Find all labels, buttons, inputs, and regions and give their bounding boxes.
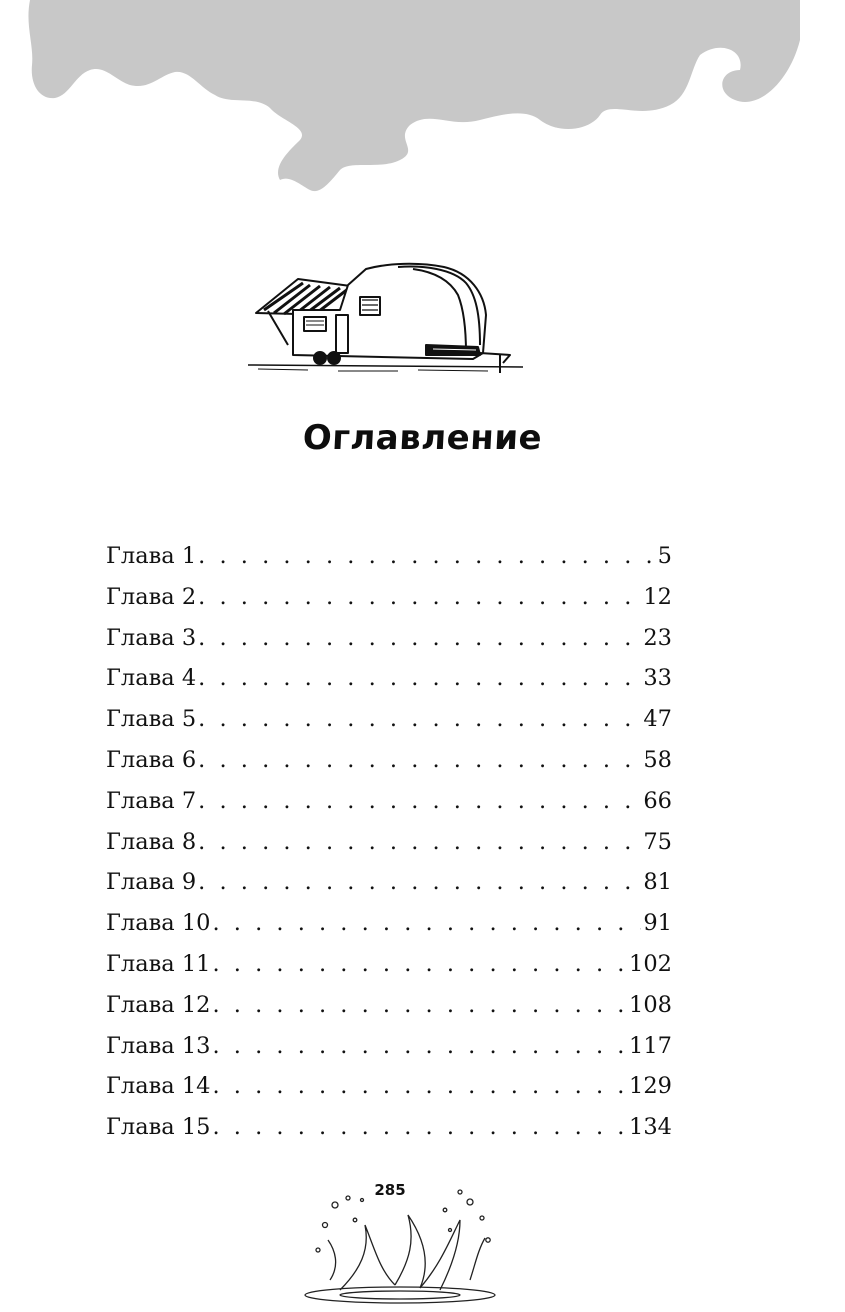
dot-leader	[198, 699, 641, 740]
toc-entry[interactable]	[106, 1066, 672, 1107]
chapter-label: Глава 8	[106, 828, 197, 855]
toc-entry[interactable]	[106, 1026, 672, 1067]
toc-entry[interactable]	[106, 536, 672, 577]
chapter-label: Глава 11	[106, 950, 211, 977]
chapter-label: Глава 6	[106, 746, 197, 773]
chapter-label: Глава 15	[106, 1114, 211, 1141]
table-of-contents	[106, 536, 672, 1148]
chapter-label: Глава 10	[106, 910, 211, 937]
chapter-label: Глава 9	[106, 869, 197, 896]
toc-entry[interactable]	[106, 781, 672, 822]
toc-entry[interactable]	[106, 944, 672, 985]
toc-entry[interactable]	[106, 1107, 672, 1148]
camper-trailer-illustration	[248, 255, 528, 380]
page-number: 285	[374, 1181, 406, 1199]
dot-leader	[212, 1107, 627, 1148]
dot-leader	[212, 1066, 627, 1107]
page-ref: 23	[643, 624, 672, 651]
page-ref: 81	[643, 869, 672, 896]
toc-entry[interactable]	[106, 618, 672, 659]
toc-entry[interactable]	[106, 822, 672, 863]
page-ref: 33	[643, 665, 672, 692]
chapter-label: Глава 13	[106, 1032, 211, 1059]
chapter-label: Глава 7	[106, 787, 197, 814]
dot-leader	[212, 1026, 627, 1067]
toc-entry[interactable]	[106, 985, 672, 1026]
page-ref: 66	[643, 787, 672, 814]
page-ref: 117	[629, 1032, 672, 1059]
page-ref: 75	[643, 828, 672, 855]
page-ref: 12	[643, 583, 672, 610]
chapter-label: Глава 5	[106, 706, 197, 733]
page-ref: 108	[629, 991, 672, 1018]
dot-leader	[212, 903, 641, 944]
toc-entry[interactable]	[106, 862, 672, 903]
page-ref: 129	[629, 1073, 672, 1100]
page-ref: 58	[643, 746, 672, 773]
page-ref: 102	[629, 950, 672, 977]
dot-leader	[198, 822, 641, 863]
dot-leader	[198, 658, 641, 699]
toc-entry[interactable]	[106, 740, 672, 781]
dot-leader	[212, 944, 627, 985]
chapter-label: Глава 3	[106, 624, 197, 651]
chapter-label: Глава 1	[106, 543, 197, 569]
dot-leader	[212, 985, 627, 1026]
chapter-label: Глава 4	[106, 665, 197, 692]
dot-leader	[198, 536, 656, 577]
chapter-label: Глава 14	[106, 1073, 211, 1100]
page-ref: 47	[643, 706, 672, 733]
toc-entry[interactable]	[106, 577, 672, 618]
dot-leader	[198, 781, 641, 822]
toc-title: Оглавление	[301, 418, 544, 458]
page-ref: 134	[629, 1114, 672, 1141]
dot-leader	[198, 862, 641, 903]
page-ref: 91	[643, 910, 672, 937]
toc-entry[interactable]	[106, 658, 672, 699]
toc-entry[interactable]	[106, 903, 672, 944]
dot-leader	[198, 618, 641, 659]
dot-leader	[198, 740, 641, 781]
chapter-label: Глава 12	[106, 991, 211, 1018]
cloud-decoration	[0, 0, 845, 200]
page-ref: 5	[657, 543, 672, 569]
toc-entry[interactable]	[106, 699, 672, 740]
dot-leader	[198, 577, 641, 618]
chapter-label: Глава 2	[106, 583, 197, 610]
